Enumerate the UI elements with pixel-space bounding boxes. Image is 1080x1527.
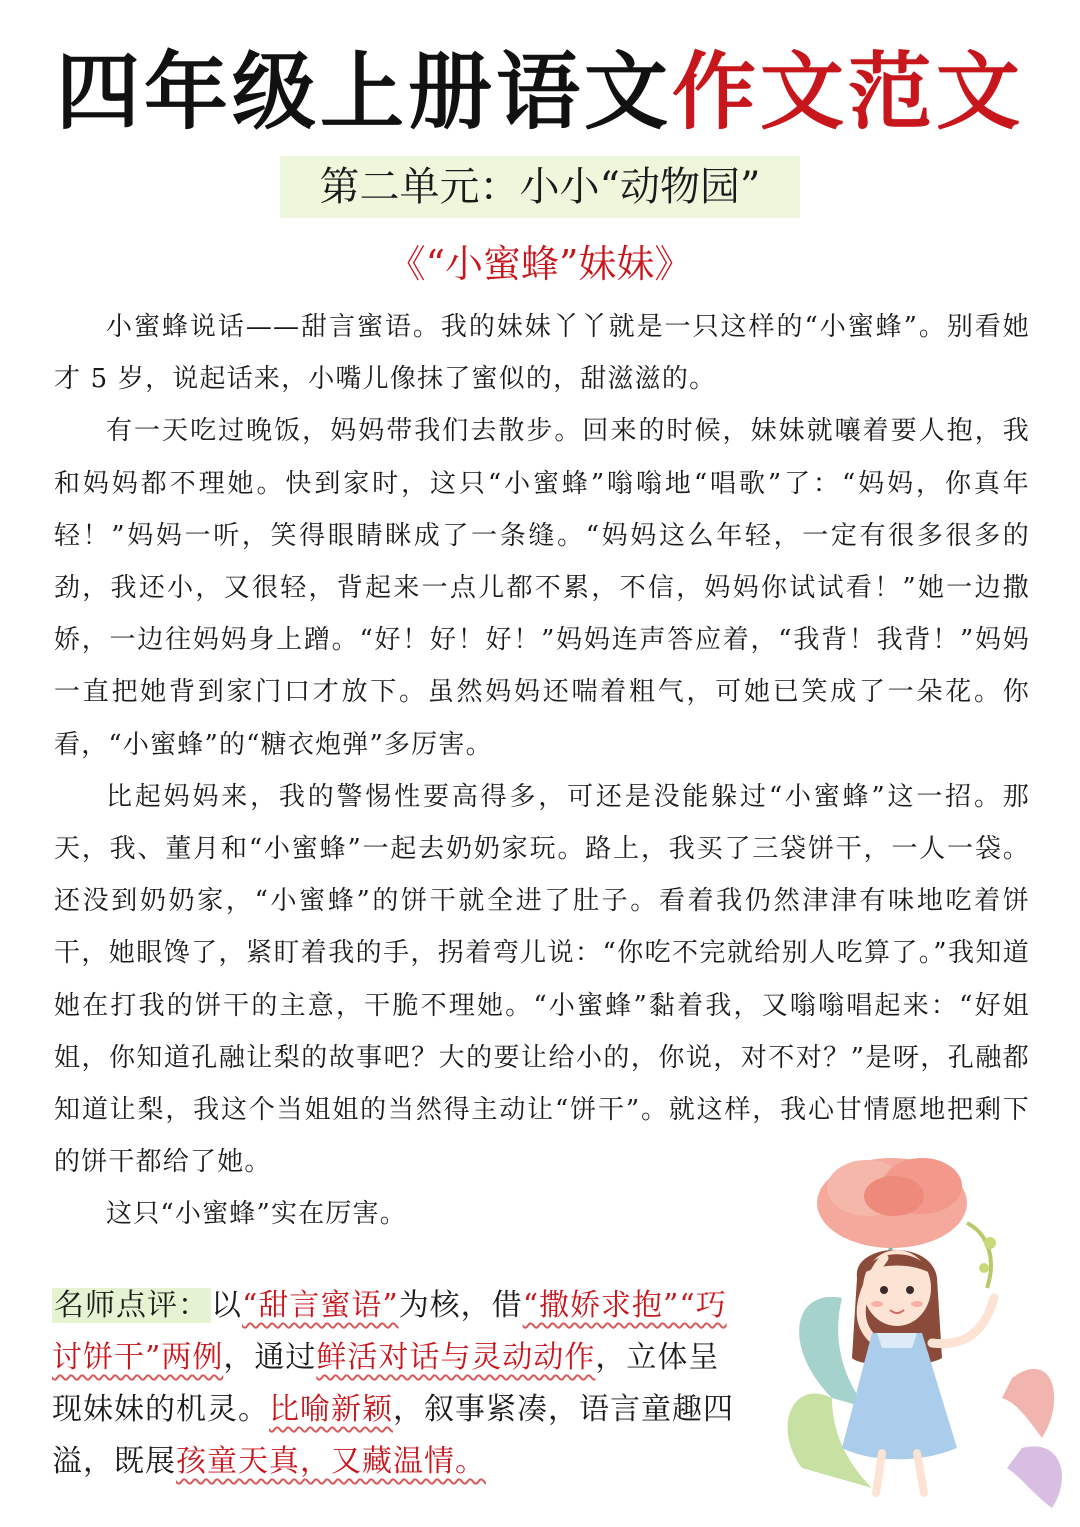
leaf-shape xyxy=(1007,1446,1062,1508)
review-label: 名师点评： xyxy=(54,1288,209,1323)
bud-shape xyxy=(979,1263,989,1273)
stem-shape xyxy=(967,1223,991,1288)
review-text: 以 xyxy=(211,1288,242,1323)
review-text: ，立体呈现妹妹的机灵。 xyxy=(52,1340,720,1427)
review-highlight: 比喻新颖 xyxy=(269,1392,393,1427)
essay-body xyxy=(54,301,1030,1241)
review-highlight: “甜言蜜语” xyxy=(242,1288,399,1323)
leaf-shape xyxy=(1002,1369,1054,1438)
flower-center xyxy=(864,1176,924,1216)
essay-title: 《“小蜜蜂”妹妹》 xyxy=(387,242,693,286)
collar-shape xyxy=(877,1333,917,1348)
review-text: ，叙事紧凑，语言童趣四溢，既展 xyxy=(52,1392,734,1479)
review-text: ，通过 xyxy=(223,1340,317,1375)
essay-paragraph: 有一天吃过晚饭，妈妈带我们去散步。回来的时候，妹妹就嚷着要人抱，我和妈妈都不理她。快到家时，这只“小蜜蜂”嗡嗡地“唱歌”了：“妈妈，你真年轻！”妈妈一听，笑得眼睛眯成了一条缝。“妈妈这么年轻，一定有很多很多的劲，我还小，又很轻，背起来一点儿都不累，不信，妈妈你试试看！”她一边撒娇，一边往妈妈身上蹭。“好！好！好！”妈妈连声答应着，“我背！我背！”妈妈一直把她背到家门口才放下。虽然妈妈还喘着粗气，可她已笑成了一朵花。你看，“小蜜蜂”的“糖衣炮弹”多厉害。 xyxy=(54,416,1030,760)
essay-paragraph: 这只“小蜜蜂”实在厉害。 xyxy=(106,1199,407,1230)
review-highlight: 鲜活对话与灵动动作 xyxy=(316,1340,596,1375)
leg-shape xyxy=(876,1453,882,1493)
title-highlight: 作文范文 xyxy=(672,43,1025,141)
leg-shape xyxy=(917,1453,924,1493)
cheek-shape xyxy=(911,1301,923,1307)
essay-paragraph: 小蜜蜂说话——甜言蜜语。我的妹妹丫丫就是一只这样的“小蜜蜂”。别看她才 5 岁，说起话来，小嘴儿像抹了蜜似的，甜滋滋的。 xyxy=(54,312,1030,395)
eye-shape xyxy=(906,1286,914,1294)
review-text: 为核，借 xyxy=(398,1288,523,1323)
bud-shape xyxy=(984,1237,996,1249)
eye-shape xyxy=(880,1286,888,1294)
title-main: 四年级上册语文 xyxy=(55,43,672,141)
unit-banner: 第二单元：小小“动物园” xyxy=(280,156,800,218)
arm-shape xyxy=(932,1298,994,1344)
page-title xyxy=(0,42,1080,142)
girl-with-flower-illustration xyxy=(772,1148,1072,1518)
review-highlight: “撒娇求抱”“巧讨饼干”两例 xyxy=(52,1288,727,1375)
teacher-review xyxy=(52,1280,742,1488)
review-highlight: 孩童天真，又藏温情。 xyxy=(176,1444,486,1479)
essay-paragraph: 比起妈妈来，我的警惕性要高得多，可还是没能躲过“小蜜蜂”这一招。那天，我、董月和“小蜜蜂”一起去奶奶家玩。路上，我买了三袋饼干，一人一袋。还没到奶奶家，“小蜜蜂”的饼干就全进了肚子。看着我仍然津津有味地吃着饼干，她眼馋了，紧盯着我的手，拐着弯儿说：“你吃不完就给别人吃算了。”我知道她在打我的饼干的主意，干脆不理她。“小蜜蜂”黏着我，又嗡嗡唱起来：“好姐姐，你知道孔融让梨的故事吧？大的要让给小的，你说，对不对？”是呀，孔融都知道让梨，我这个当姐姐的当然得主动让“饼干”。就这样，我心甘情愿地把剩下的饼干都给了她。 xyxy=(54,781,1030,1178)
cheek-shape xyxy=(871,1301,883,1307)
